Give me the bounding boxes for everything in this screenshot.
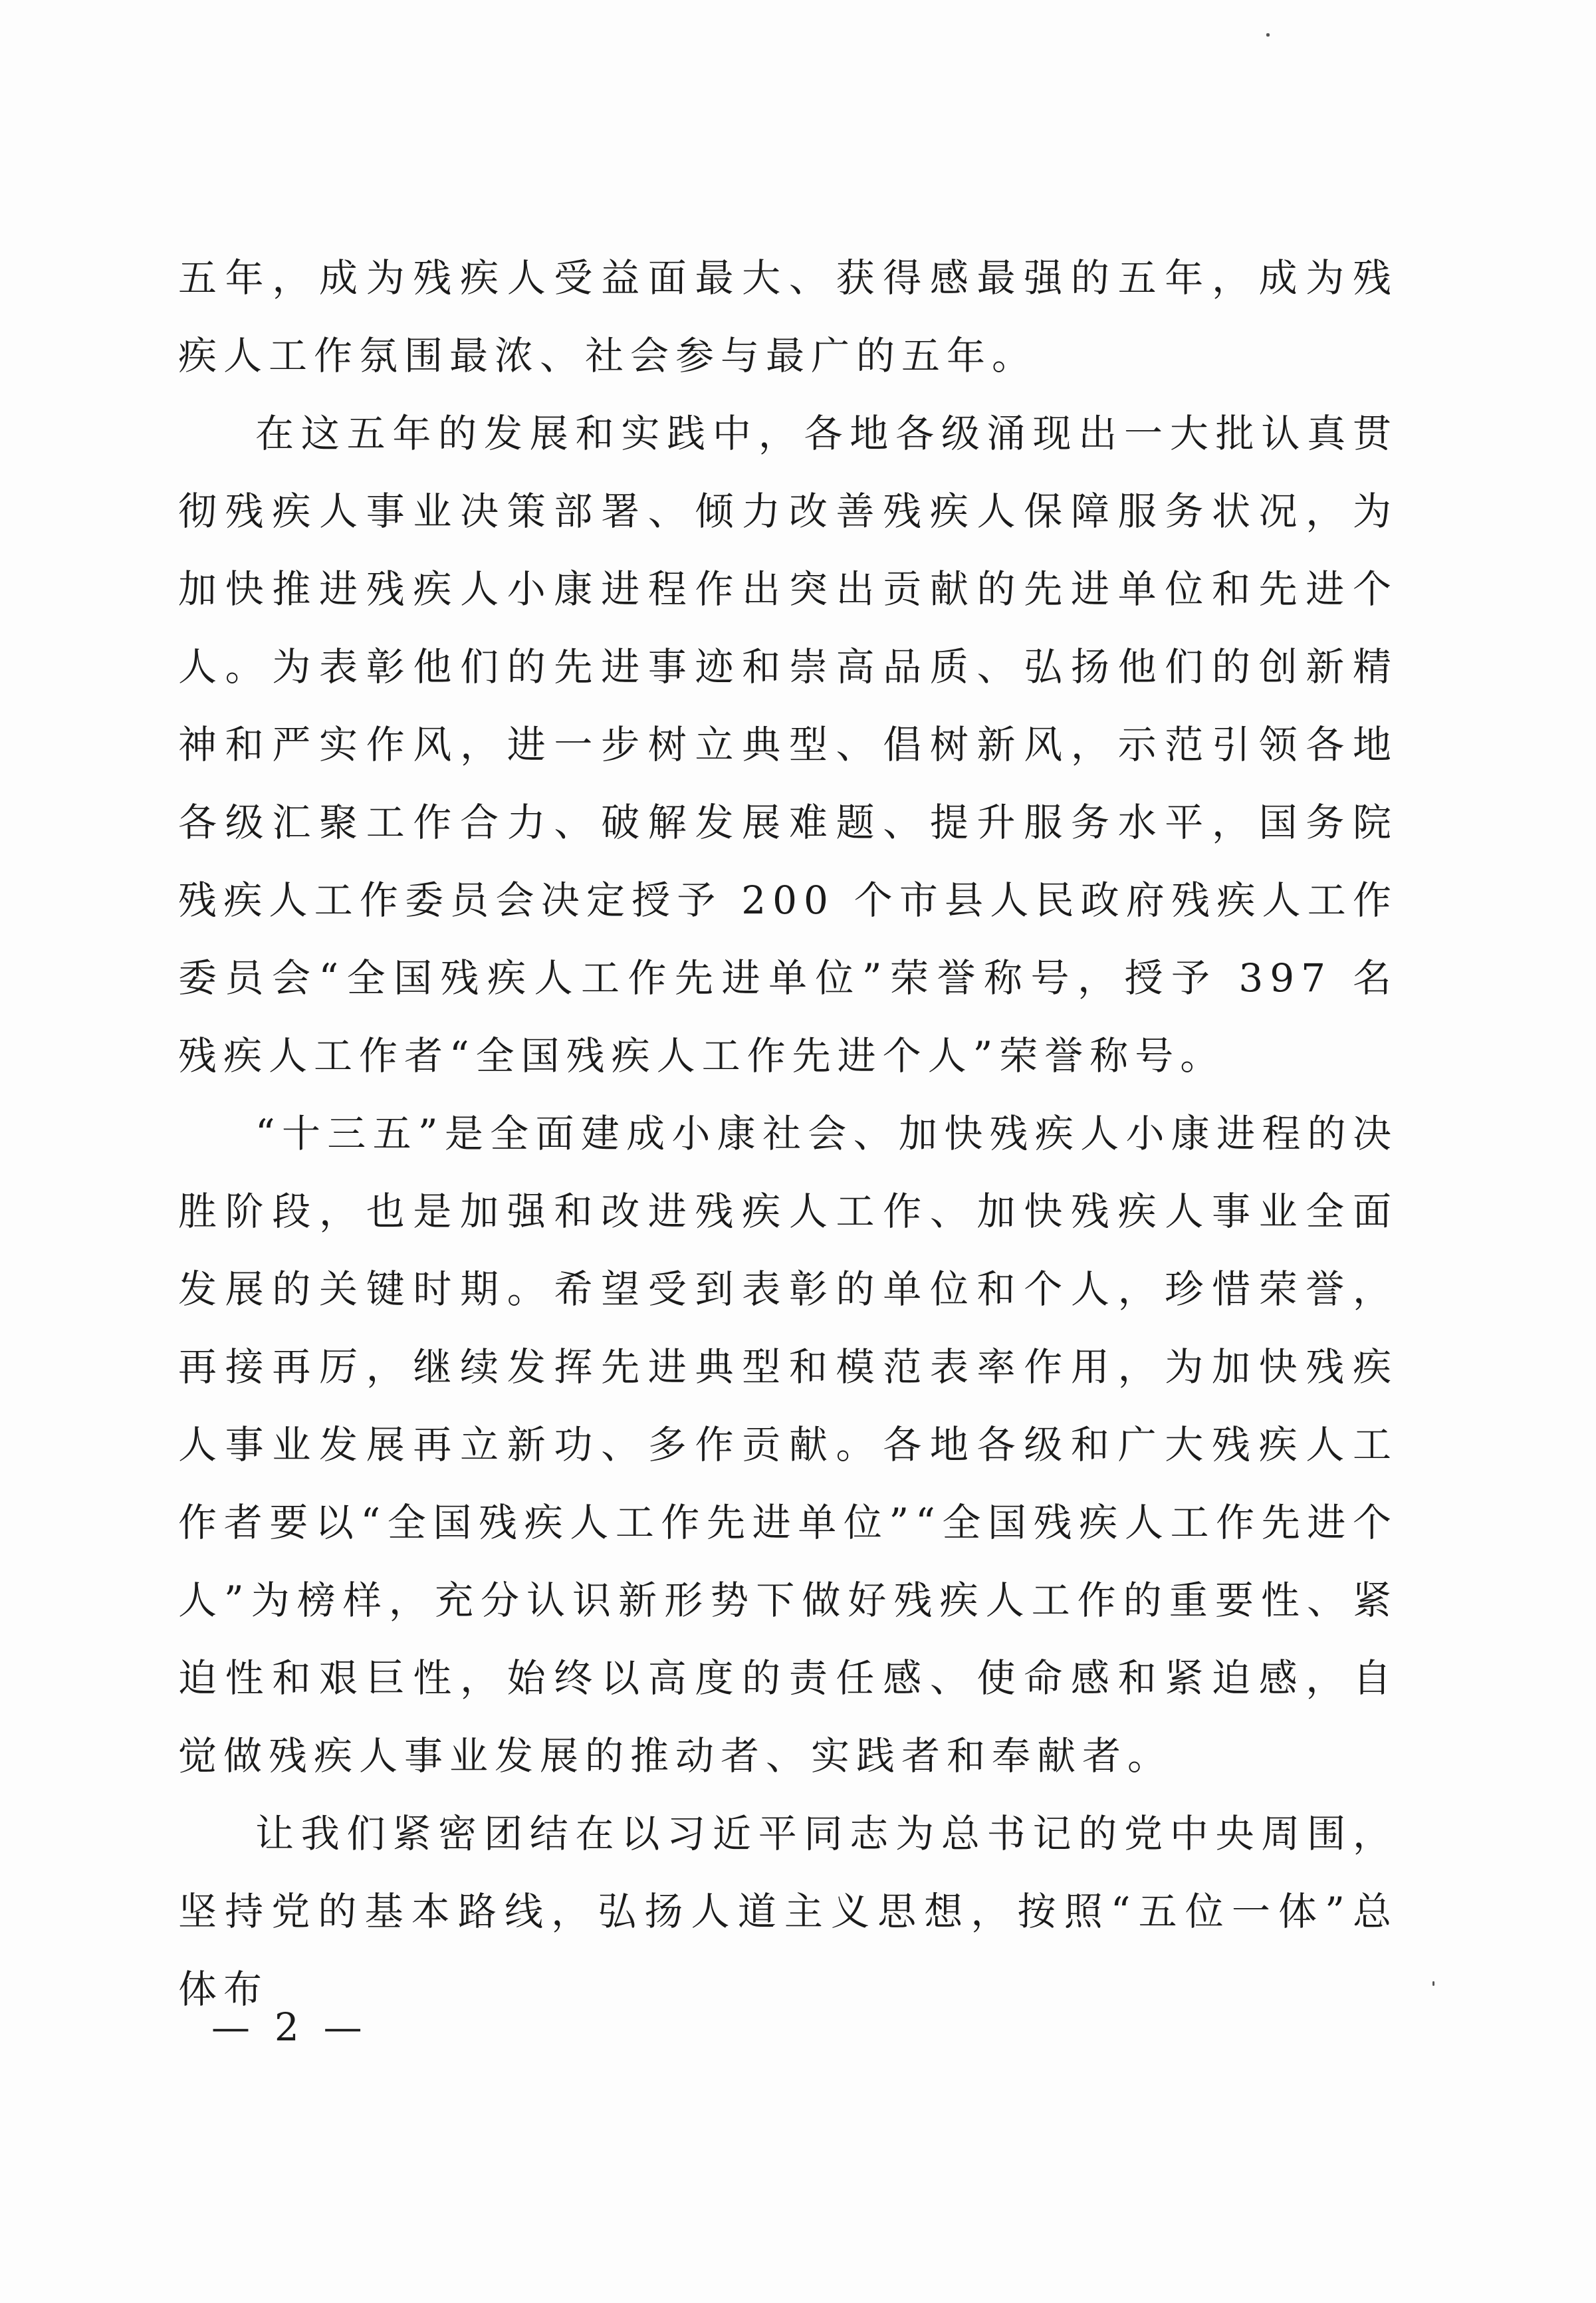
scan-speck	[1432, 1981, 1434, 1986]
paragraph-continued: 五年，成为残疾人受益面最大、获得感最强的五年，成为残疾人工作氛围最浓、社会参与最广的五年。	[178, 255, 1398, 378]
body-text	[178, 239, 1398, 2028]
paragraph-commendation: 在这五年的发展和实践中，各地各级涌现出一大批认真贯彻残疾人事业决策部署、倾力改善残疾人保障服务状况，为加快推进残疾人小康进程作出突出贡献的先进单位和先进个人。为表彰他们的先进事迹和崇高品质、弘扬他们的创新精神和严实作风，进一步树立典型、倡树新风，示范引领各地各级汇聚工作合力、破解发展难题、提升服务水平，国务院残疾人工作委员会决定授予 200 个市县人民政府残疾人工作委员会“全国残疾人工作先进单位”荣誉称号，授予 397 名残疾人工作者“全国残疾人工作先进个人”荣誉称号。	[178, 411, 1398, 1078]
paragraph-closing: 让我们紧密团结在以习近平同志为总书记的党中央周围，坚持党的基本路线，弘扬人道主义思想，按照“五位一体”总体布	[178, 1811, 1398, 2012]
paragraph-thirteenth-five-year: “十三五”是全面建成小康社会、加快残疾人小康进程的决胜阶段，也是加强和改进残疾人工作、加快残疾人事业全面发展的关键时期。希望受到表彰的单位和个人，珍惜荣誉，再接再厉，继续发挥先进典型和模范表率作用，为加快残疾人事业发展再立新功、多作贡献。各地各级和广大残疾人工作者要以“全国残疾人工作先进单位”“全国残疾人工作先进个人”为榜样，充分认识新形势下做好残疾人工作的重要性、紧迫性和艰巨性，始终以高度的责任感、使命感和紧迫感，自觉做残疾人事业发展的推动者、实践者和奉献者。	[178, 1111, 1398, 1778]
page-number: — 2 —	[211, 2004, 362, 2050]
scan-speck	[1266, 33, 1270, 37]
